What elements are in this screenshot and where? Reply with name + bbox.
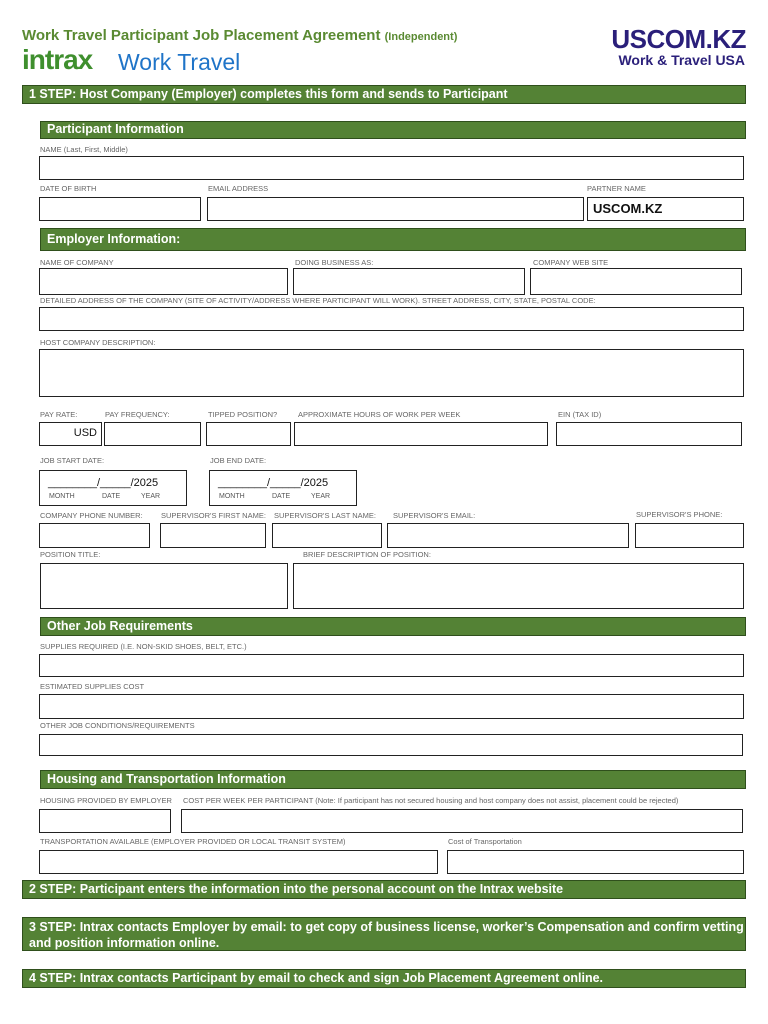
company-phone-field[interactable]: [39, 523, 150, 548]
description-label: HOST COMPANY DESCRIPTION:: [40, 338, 156, 347]
position-title-label: POSITION TITLE:: [40, 550, 101, 559]
step-1-bar: 1 STEP: Host Company (Employer) completes this form and sends to Participant: [22, 85, 746, 104]
employer-section-header: Employer Information:: [40, 228, 746, 251]
ein-label: EIN (TAX ID): [558, 410, 602, 419]
housing-cost-field[interactable]: [181, 809, 743, 833]
email-field[interactable]: [207, 197, 584, 221]
form-title-note: (Independent): [384, 31, 458, 43]
housing-section-header: Housing and Transportation Information: [40, 770, 746, 789]
name-field[interactable]: [39, 156, 744, 180]
housing-provided-label: HOUSING PROVIDED BY EMPLOYER: [40, 796, 172, 805]
step-4-bar: 4 STEP: Intrax contacts Participant by email to check and sign Job Placement Agreement online.: [22, 969, 746, 988]
company-name-label: NAME OF COMPANY: [40, 258, 114, 267]
intrax-logo: intrax: [22, 44, 93, 75]
transport-label: TRANSPORTATION AVAILABLE (EMPLOYER PROVIDED OR LOCAL TRANSIT SYSTEM): [40, 837, 346, 846]
supervisor-last-field[interactable]: [272, 523, 382, 548]
other-conditions-field[interactable]: [39, 734, 743, 756]
transport-field[interactable]: [39, 850, 438, 874]
supervisor-email-field[interactable]: [387, 523, 629, 548]
end-date-month: MONTH: [219, 493, 245, 500]
supplies-field[interactable]: [39, 654, 744, 677]
pay-rate-currency: USD: [73, 427, 97, 439]
start-date-field[interactable]: [39, 470, 187, 506]
pay-rate-label: PAY RATE:: [40, 410, 78, 419]
name-label: NAME (Last, First, Middle): [40, 145, 128, 154]
supervisor-phone-field[interactable]: [635, 523, 744, 548]
start-date-template: ________/_____/2025: [48, 477, 159, 489]
housing-provided-field[interactable]: [39, 809, 171, 833]
transport-cost-label: Cost of Transportation: [448, 837, 522, 846]
supervisor-last-label: SUPERVISOR'S LAST NAME:: [274, 511, 377, 520]
dob-field[interactable]: [39, 197, 201, 221]
supplies-label: SUPPLIES REQUIRED (I.E. NON-SKID SHOES, BELT, ETC.): [40, 642, 247, 651]
form-title-text: Work Travel Participant Job Placement Agreement: [22, 27, 381, 44]
pay-frequency-field[interactable]: [104, 422, 201, 446]
dba-field[interactable]: [293, 268, 525, 295]
position-desc-field[interactable]: [293, 563, 744, 609]
supervisor-first-field[interactable]: [160, 523, 266, 548]
website-label: COMPANY WEB SITE: [533, 258, 609, 267]
supervisor-email-label: SUPERVISOR'S EMAIL:: [393, 511, 476, 520]
address-label: DETAILED ADDRESS OF THE COMPANY (SITE OF ACTIVITY/ADDRESS WHERE PARTICIPANT WILL WORK). STREET ADDRESS, CITY, STATE, POSTAL CODE:: [40, 296, 596, 305]
work-travel-logo: Work Travel: [118, 49, 241, 75]
start-date-month: MONTH: [49, 493, 75, 500]
dob-label: DATE OF BIRTH: [40, 184, 97, 193]
supervisor-first-label: SUPERVISOR'S FIRST NAME:: [161, 511, 266, 520]
step-2-bar: 2 STEP: Participant enters the information into the personal account on the Intrax website: [22, 880, 746, 899]
housing-cost-label: COST PER WEEK PER PARTICIPANT (Note: If participant has not secured housing and host company does not assist, placement could be rejected): [183, 796, 679, 805]
pay-rate-field[interactable]: [39, 422, 102, 446]
requirements-section-header: Other Job Requirements: [40, 617, 746, 636]
hours-field[interactable]: [294, 422, 548, 446]
dba-label: DOING BUSINESS AS:: [295, 258, 374, 267]
position-title-field[interactable]: [40, 563, 288, 609]
end-date-label: JOB END DATE:: [210, 456, 267, 465]
ein-field[interactable]: [556, 422, 742, 446]
end-date-year: YEAR: [311, 493, 331, 500]
tipped-label: TIPPED POSITION?: [208, 410, 278, 419]
supervisor-phone-label: SUPERVISOR'S PHONE:: [636, 510, 723, 519]
end-date-field[interactable]: [209, 470, 357, 506]
transport-cost-field[interactable]: [447, 850, 744, 874]
hours-label: APPROXIMATE HOURS OF WORK PER WEEK: [298, 410, 461, 419]
start-date-year: YEAR: [141, 493, 161, 500]
uscom-logo: USCOM.KZ: [611, 24, 746, 54]
pay-frequency-label: PAY FREQUENCY:: [105, 410, 170, 419]
start-date-label: JOB START DATE:: [40, 456, 105, 465]
company-phone-label: COMPANY PHONE NUMBER:: [40, 511, 143, 520]
uscom-logo-subtitle: Work & Travel USA: [618, 52, 745, 68]
partner-field[interactable]: USCOM.KZ: [587, 197, 744, 221]
company-name-field[interactable]: [39, 268, 288, 295]
description-field[interactable]: [39, 349, 744, 397]
participant-section-header: Participant Information: [40, 121, 746, 139]
step-3-bar: 3 STEP: Intrax contacts Employer by email: to get copy of business license, worker’s Compensation and confirm vetting and position information online.: [22, 917, 746, 951]
tipped-field[interactable]: [206, 422, 291, 446]
partner-label: PARTNER NAME: [587, 184, 646, 193]
address-field[interactable]: [39, 307, 744, 331]
other-conditions-label: OTHER JOB CONDITIONS/REQUIREMENTS: [40, 721, 195, 730]
position-desc-label: BRIEF DESCRIPTION OF POSITION:: [303, 550, 431, 559]
form-title: [22, 27, 457, 44]
website-field[interactable]: [530, 268, 742, 295]
supplies-cost-field[interactable]: [39, 694, 744, 719]
end-date-date: DATE: [272, 493, 291, 500]
supplies-cost-label: ESTIMATED SUPPLIES COST: [40, 682, 145, 691]
end-date-template: ________/_____/2025: [218, 477, 329, 489]
start-date-date: DATE: [102, 493, 121, 500]
email-label: EMAIL ADDRESS: [208, 184, 269, 193]
